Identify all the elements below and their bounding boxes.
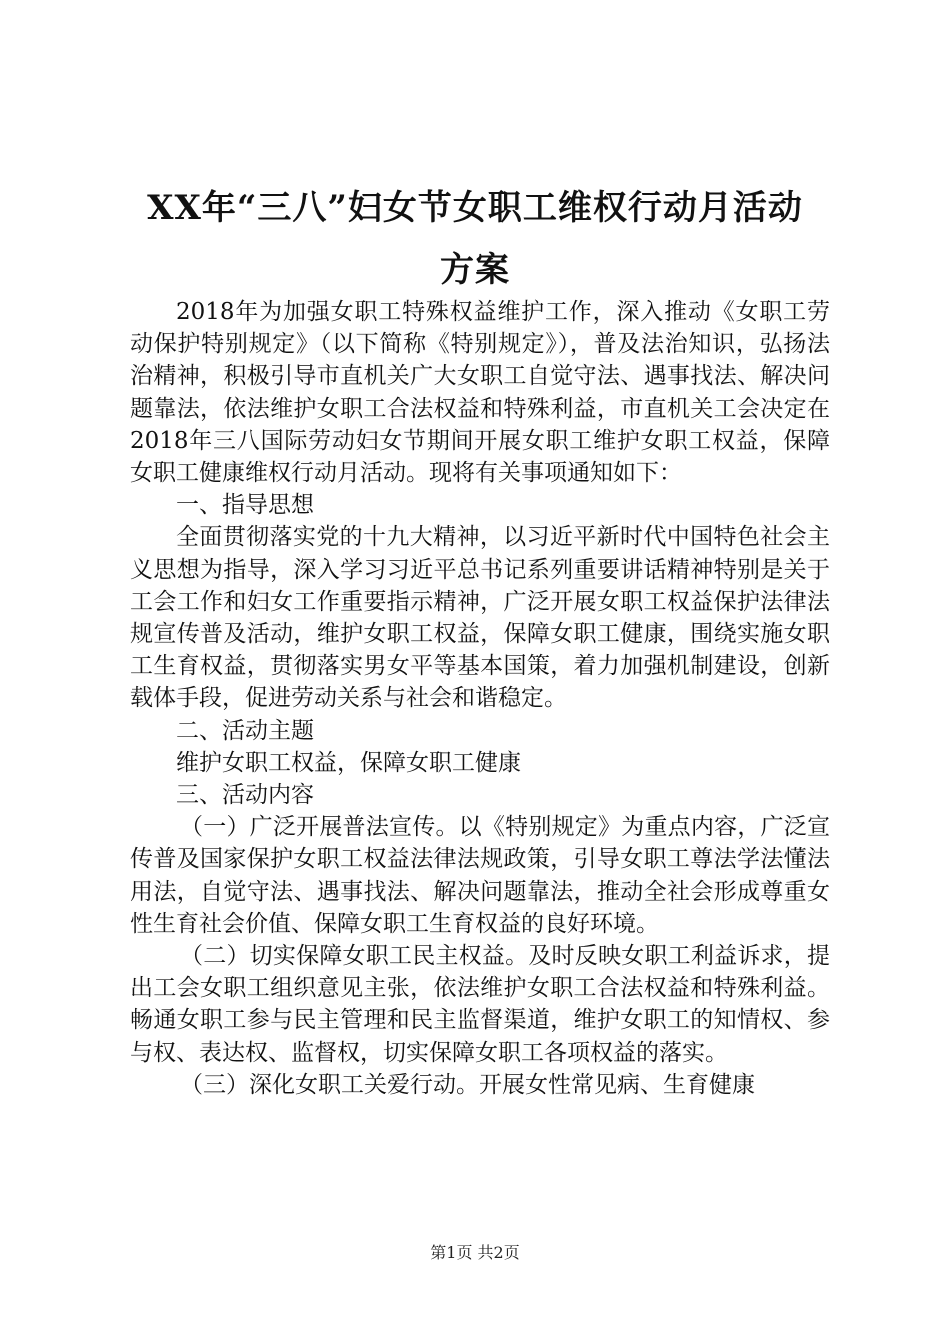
intro-paragraph: 2018年为加强女职工特殊权益维护工作，深入推动《女职工劳动保护特别规定》（以下简称《特别规定》），普及法治知识，弘扬法治精神，积极引导市直机关广大女职工自觉守法、遇事找法、解决问题靠法，依法维护女职工合法权益和特殊利益，市直机关工会决定在2018年三八国际劳动妇女节期间开展女职工维护女职工权益，保障女职工健康维权行动月活动。现将有关事项通知如下： bbox=[130, 299, 830, 487]
page-footer: 第1页 共2页 bbox=[430, 1243, 520, 1262]
guiding-thought-paragraph: 全面贯彻落实党的十九大精神，以习近平新时代中国特色社会主义思想为指导，深入学习习近平总书记系列重要讲话精神特别是关于工会工作和妇女工作重要指示精神，广泛开展女职工权益保护法律法规宣传普及活动，维护女职工权益，保障女职工健康，围绕实施女职工生育权益，贯彻落实男女平等基本国策，着力加强机制建设，创新载体手段，促进劳动关系与社会和谐稳定。 bbox=[130, 524, 830, 712]
content-item-2: （二）切实保障女职工民主权益。及时反映女职工利益诉求，提出工会女职工组织意见主张，依法维护女职工合法权益和特殊利益。畅通女职工参与民主管理和民主监督渠道，维护女职工的知情权、参与权、表达权、监督权，切实保障女职工各项权益的落实。 bbox=[130, 943, 830, 1066]
theme-paragraph: 维护女职工权益，保障女职工健康 bbox=[176, 749, 521, 776]
document-body bbox=[130, 296, 830, 1101]
document-title-line1: XX年“三八”妇女节女职工维权行动月活动 bbox=[147, 188, 803, 228]
section-heading-theme: 二、活动主题 bbox=[176, 717, 314, 744]
content-item-3: （三）深化女职工关爱行动。开展女性常见病、生育健康 bbox=[180, 1071, 755, 1098]
content-item-1: （一）广泛开展普法宣传。以《特别规定》为重点内容，广泛宣传普及国家保护女职工权益法律法规政策，引导女职工尊法学法懂法用法，自觉守法、遇事找法、解决问题靠法，推动全社会形成尊重女性生育社会价值、保障女职工生育权益的良好环境。 bbox=[130, 814, 830, 937]
section-heading-content: 三、活动内容 bbox=[176, 782, 314, 809]
document-title-line2: 方案 bbox=[440, 250, 510, 290]
section-heading-guiding-thought: 一、指导思想 bbox=[176, 492, 314, 519]
